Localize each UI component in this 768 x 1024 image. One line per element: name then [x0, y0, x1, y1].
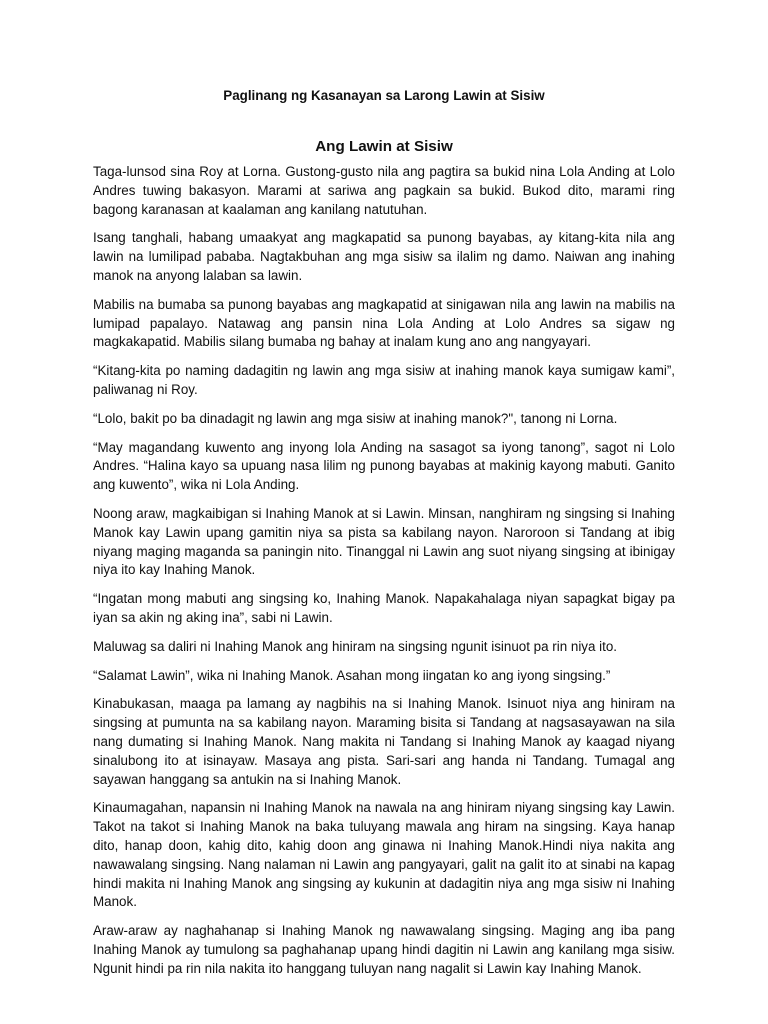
paragraph-9: Maluwag sa daliri ni Inahing Manok ang hiniram na singsing ngunit isinuot pa rin niya ito. — [93, 638, 618, 654]
paragraph-6: “May magandang kuwento ang inyong lola Anding na sasagot sa iyong tanong”, sagot ni Lolo Andres. “Halina kayo sa upuang nasa lilim ng punong bayabas at makinig kayong mabuti. Ganito ang kuwento”, wika ni Lola Anding. — [93, 439, 675, 493]
paragraph-10: “Salamat Lawin”, wika ni Inahing Manok. Asahan mong iingatan ko ang iyong singsing.” — [93, 667, 611, 683]
paragraph-3: Mabilis na bumaba sa punong bayabas ang magkapatid at sinigawan nila ang lawin na mabilis na lumipad papalayo. Natawag ang pansin nina Lola Anding at Lolo Andres sa sigaw ng magkakapatid. Mabilis silang bumaba ng bahay at inalam kung ano ang nangyayari. — [93, 296, 675, 350]
document-header: Paglinang ng Kasanayan sa Larong Lawin at Sisiw — [223, 88, 545, 103]
document-page — [93, 86, 675, 988]
paragraph-13: Araw-araw ay naghahanap si Inahing Manok ng nawawalang singsing. Maging ang iba pang Inahing Manok ay tumulong sa paghahanap upang hindi dagitin ni Lawin ang kanilang mga sisiw. Ngunit hindi pa rin nila nakita ito hanggang tuluyan nang nagalit si Lawin kay Inahing Manok. — [93, 923, 675, 976]
paragraph-8: “Ingatan mong mabuti ang singsing ko, Inahing Manok. Napakahalaga niyan sapagkat bigay pa iyan sa akin ng aking ina”, sabi ni Lawin. — [93, 591, 675, 625]
paragraph-5: “Lolo, bakit po ba dinadagit ng lawin ang mga sisiw at inahing manok?", tanong ni Lorna. — [93, 410, 618, 426]
paragraph-12: Kinaumagahan, napansin ni Inahing Manok na nawala na ang hiniram niyang singsing kay Lawin. Takot na takot si Inahing Manok na baka tuluyang mawala ang hiram na singsing. Kaya hanap dito, hanap doon, kahig dito, kahig doon ang ginawa ni Inahing Manok.Hindi niya nakita ang nawawalang singsing. Nang nalaman ni Lawin ang pangyayari, galit na galit ito at sinabi na kapag hindi makita ni Inahing Manok ang singsing ay kukunin at dadagitin niya ang mga sisiw ni Inahing Manok. — [93, 800, 675, 910]
paragraph-1: Taga-lunsod sina Roy at Lorna. Gustong-gusto nila ang pagtira sa bukid nina Lola Anding at Lolo Andres tuwing bakasyon. Marami at sariwa ang pagkain sa bukid. Bukod dito, marami ring bagong karanasan at kaalaman ang kanilang natutuhan. — [93, 164, 675, 217]
paragraph-7: Noong araw, magkaibigan si Inahing Manok at si Lawin. Minsan, nanghiram ng singsing si Inahing Manok kay Lawin upang gamitin niya sa pista sa kabilang nayon. Naroroon si Tandang at ibig niyang maging maganda sa paningin nito. Tinanggal ni Lawin ang suot niyang singsing at ibinigay niya ito kay Inahing Manok. — [93, 505, 675, 578]
story-body — [93, 163, 675, 978]
paragraph-11: Kinabukasan, maaga pa lamang ay nagbihis na si Inahing Manok. Isinuot niya ang hiniram na singsing at pumunta na sa kabilang nayon. Maraming bisita si Tandang at nagsasayawan na sila nang dumating si Inahing Manok. Nang makita ni Tandang si Inahing Manok ay kaagad niyang sinalubong ito at isinayaw. Masaya ang pista. Sari-sari ang handa ni Tandang. Tumagal ang sayawan hanggang sa antukin na si Inahing Manok. — [93, 696, 675, 787]
paragraph-2: Isang tanghali, habang umaakyat ang magkapatid sa punong bayabas, ay kitang-kita nila ang lawin na lumilipad pababa. Nagtakbuhan ang mga sisiw sa ilalim ng damo. Naiwan ang inahing manok na anyong lalaban sa lawin. — [93, 230, 675, 283]
story-title: Ang Lawin at Sisiw — [315, 138, 453, 155]
paragraph-4: “Kitang-kita po naming dadagitin ng lawin ang mga sisiw at inahing manok kaya sumigaw kami”, paliwanag ni Roy. — [93, 363, 675, 397]
